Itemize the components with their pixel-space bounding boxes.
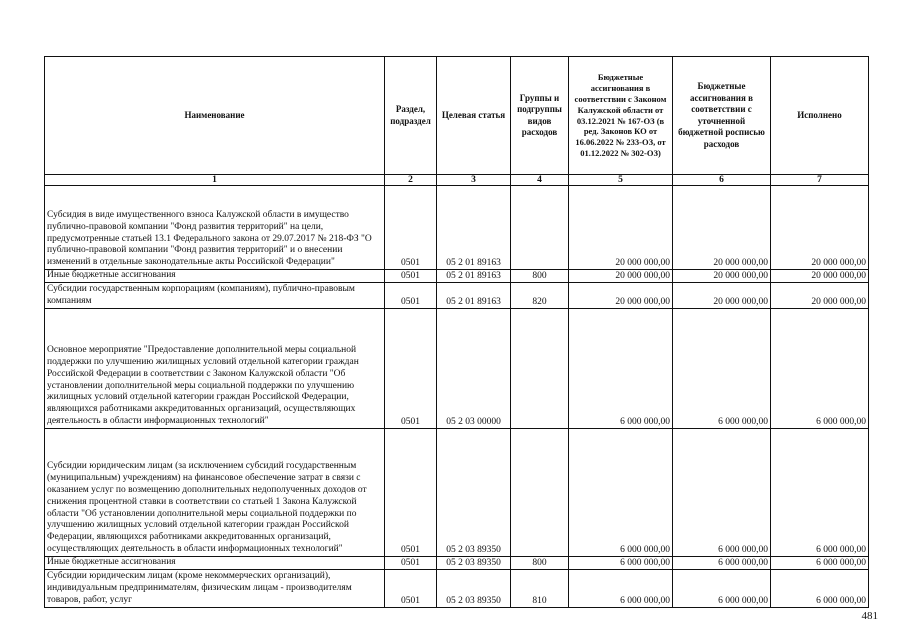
row-executed: 6 000 000,00: [771, 428, 869, 556]
header-budget: Бюджетные ассигнования в соответствии с Законом Калужской области от 03.12.2021 № 167-ОЗ (в ред. Законов КО от 16.06.2022 № 233-ОЗ, от 01.12.2022 № 302-ОЗ): [569, 57, 673, 175]
table-row: [45, 186, 869, 270]
row-executed: 20 000 000,00: [771, 270, 869, 283]
row-refined: 6 000 000,00: [673, 569, 771, 607]
column-number: 4: [511, 175, 569, 186]
row-article: 05 2 03 89350: [437, 569, 511, 607]
row-section: 0501: [385, 270, 437, 283]
row-budget: 20 000 000,00: [569, 270, 673, 283]
header-name: Наименование: [45, 57, 385, 175]
row-name: Субсидии юридическим лицам (за исключением субсидий государственным (муниципальным) учреждениям) на финансовое обеспечение затрат в связи с оказанием услуг по возмещению дополнительных недополученных доходов от снижения процентной ставки в соответствии со статьей 1 Закона Калужской области "Об установлении дополнительной меры социальной поддержки по улучшению жилищных условий отдельной категории граждан Российской Федерации, являющихся работниками аккредитованных организаций, осуществляющих деятельность в области информационных технологий": [45, 428, 385, 556]
header-article: Целевая статья: [437, 57, 511, 175]
row-group: [511, 308, 569, 428]
row-article: 05 2 03 00000: [437, 308, 511, 428]
row-refined: 20 000 000,00: [673, 282, 771, 308]
row-article: 05 2 03 89350: [437, 556, 511, 569]
row-section: 0501: [385, 556, 437, 569]
row-section: 0501: [385, 428, 437, 556]
column-number: 2: [385, 175, 437, 186]
row-group: 810: [511, 569, 569, 607]
row-executed: 20 000 000,00: [771, 282, 869, 308]
row-budget: 20 000 000,00: [569, 282, 673, 308]
table-header-row: [45, 57, 869, 175]
row-section: 0501: [385, 569, 437, 607]
table-row: [45, 556, 869, 569]
row-refined: 6 000 000,00: [673, 308, 771, 428]
row-article: 05 2 01 89163: [437, 270, 511, 283]
row-group: 800: [511, 270, 569, 283]
row-name: Субсидия в виде имущественного взноса Калужской области в имущество публично-правовой компании "Фонд развития территорий" на цели, предусмотренные статьей 13.1 Федерального закона от 29.07.2017 № 218-ФЗ "О публично-правовой компании "Фонд развития территорий" и о внесении изменений в отдельные законодательные акты Российской Федерации": [45, 186, 385, 270]
row-budget: 6 000 000,00: [569, 428, 673, 556]
row-refined: 6 000 000,00: [673, 556, 771, 569]
row-budget: 6 000 000,00: [569, 569, 673, 607]
column-number: 3: [437, 175, 511, 186]
table-row: [45, 569, 869, 607]
row-section: 0501: [385, 282, 437, 308]
row-executed: 6 000 000,00: [771, 569, 869, 607]
row-refined: 20 000 000,00: [673, 270, 771, 283]
row-name: Субсидии государственным корпорациям (компаниям), публично-правовым компаниям: [45, 282, 385, 308]
table-row: [45, 308, 869, 428]
column-number: 6: [673, 175, 771, 186]
row-group: 800: [511, 556, 569, 569]
header-executed: Исполнено: [771, 57, 869, 175]
row-section: 0501: [385, 308, 437, 428]
page-number: 481: [861, 610, 878, 622]
row-executed: 20 000 000,00: [771, 186, 869, 270]
row-refined: 6 000 000,00: [673, 428, 771, 556]
row-executed: 6 000 000,00: [771, 556, 869, 569]
row-group: [511, 186, 569, 270]
row-refined: 20 000 000,00: [673, 186, 771, 270]
column-number: 5: [569, 175, 673, 186]
table-row: [45, 270, 869, 283]
row-budget: 6 000 000,00: [569, 308, 673, 428]
row-section: 0501: [385, 186, 437, 270]
row-name: Иные бюджетные ассигнования: [45, 556, 385, 569]
header-section: Раздел, подраздел: [385, 57, 437, 175]
row-article: 05 2 01 89163: [437, 186, 511, 270]
row-executed: 6 000 000,00: [771, 308, 869, 428]
row-budget: 20 000 000,00: [569, 186, 673, 270]
row-group: [511, 428, 569, 556]
row-article: 05 2 03 89350: [437, 428, 511, 556]
row-group: 820: [511, 282, 569, 308]
row-article: 05 2 01 89163: [437, 282, 511, 308]
row-name: Субсидии юридическим лицам (кроме некоммерческих организаций), индивидуальным предпринимателям, физическим лицам - производителям товаров, работ, услуг: [45, 569, 385, 607]
row-budget: 6 000 000,00: [569, 556, 673, 569]
table-row: [45, 282, 869, 308]
column-number-row: [45, 175, 869, 186]
header-group: Группы и подгруппы видов расходов: [511, 57, 569, 175]
row-name: Основное мероприятие "Предоставление дополнительной меры социальной поддержки по улучшению жилищных условий отдельной категории граждан Российской Федерации в соответствии с Законом Калужской области "Об установлении дополнительной меры социальной поддержки по улучшению жилищных условий отдельной категории граждан Российской Федерации, являющихся работниками аккредитованных организаций, осуществляющих деятельность в области информационных технологий": [45, 308, 385, 428]
row-name: Иные бюджетные ассигнования: [45, 270, 385, 283]
column-number: 7: [771, 175, 869, 186]
table-row: [45, 428, 869, 556]
budget-table: [44, 56, 869, 608]
header-refined: Бюджетные ассигнования в соответствии с уточненной бюджетной росписью расходов: [673, 57, 771, 175]
column-number: 1: [45, 175, 385, 186]
